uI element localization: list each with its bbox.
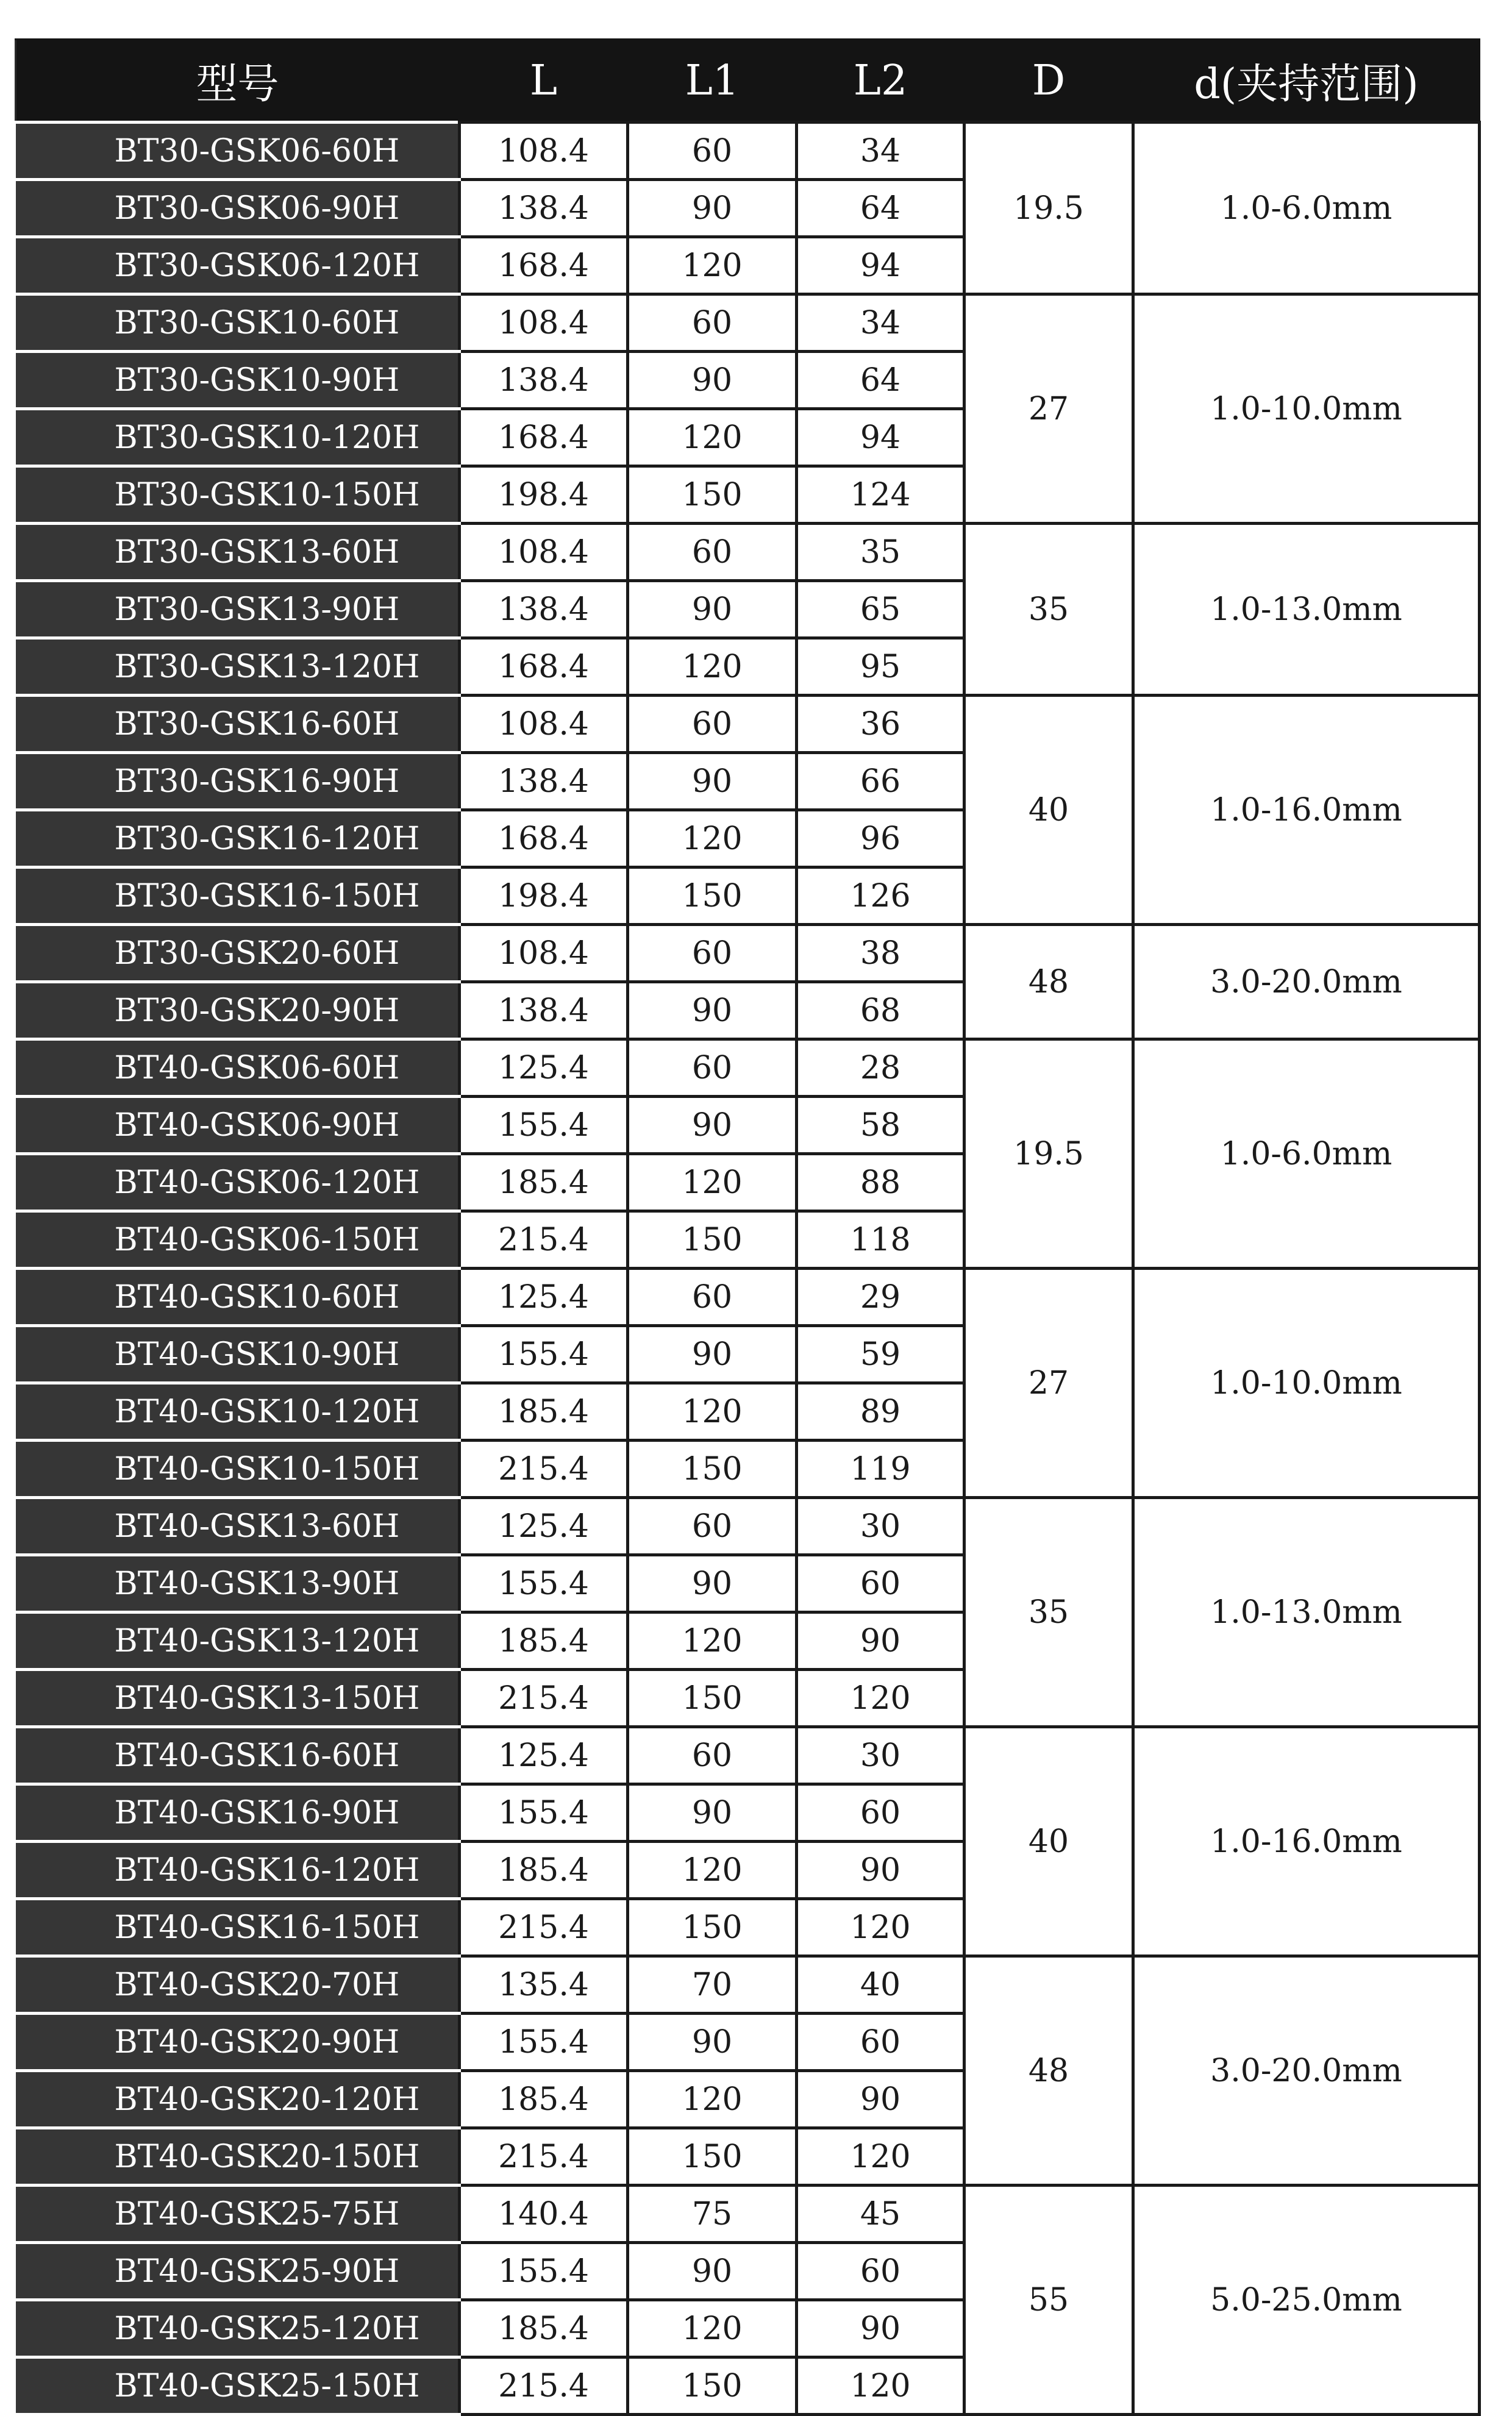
header-L: L (460, 40, 628, 123)
header-clamp-range: d(夹持范围) (1133, 40, 1480, 123)
model-cell: BT40-GSK25-90H (16, 2243, 460, 2300)
length-L1-cell: 150 (628, 1441, 797, 1498)
length-L-cell: 185.4 (460, 1612, 628, 1670)
clamp-range-cell: 1.0-16.0mm (1133, 696, 1480, 925)
length-L1-cell: 90 (628, 1555, 797, 1612)
length-L-cell: 138.4 (460, 180, 628, 237)
length-L2-cell: 45 (797, 2186, 965, 2243)
length-L-cell: 108.4 (460, 294, 628, 352)
table-row (16, 1498, 1480, 1555)
length-L1-cell: 90 (628, 2243, 797, 2300)
table-row (16, 1956, 1480, 2014)
length-L1-cell: 60 (628, 1727, 797, 1784)
model-cell: BT40-GSK25-75H (16, 2186, 460, 2243)
model-cell: BT40-GSK10-90H (16, 1326, 460, 1383)
model-cell: BT40-GSK16-150H (16, 1899, 460, 1956)
clamp-range-cell: 1.0-16.0mm (1133, 1727, 1480, 1956)
length-L-cell: 108.4 (460, 123, 628, 180)
diameter-D-cell: 48 (965, 1956, 1133, 2186)
length-L1-cell: 150 (628, 868, 797, 925)
length-L-cell: 155.4 (460, 1784, 628, 1842)
length-L-cell: 155.4 (460, 2243, 628, 2300)
length-L2-cell: 35 (797, 524, 965, 581)
model-cell: BT30-GSK10-120H (16, 409, 460, 466)
length-L2-cell: 34 (797, 123, 965, 180)
length-L2-cell: 60 (797, 1784, 965, 1842)
model-cell: BT30-GSK13-120H (16, 638, 460, 696)
length-L2-cell: 90 (797, 2300, 965, 2357)
model-cell: BT30-GSK16-120H (16, 810, 460, 868)
length-L1-cell: 60 (628, 1039, 797, 1097)
length-L2-cell: 89 (797, 1383, 965, 1441)
length-L2-cell: 29 (797, 1269, 965, 1326)
clamp-range-cell: 1.0-10.0mm (1133, 294, 1480, 524)
model-cell: BT40-GSK13-60H (16, 1498, 460, 1555)
model-cell: BT30-GSK16-90H (16, 753, 460, 810)
length-L-cell: 108.4 (460, 696, 628, 753)
model-cell: BT40-GSK20-120H (16, 2071, 460, 2128)
length-L-cell: 185.4 (460, 2300, 628, 2357)
length-L1-cell: 150 (628, 1899, 797, 1956)
length-L-cell: 215.4 (460, 2357, 628, 2415)
length-L2-cell: 65 (797, 581, 965, 638)
table-row (16, 1269, 1480, 1326)
table-row (16, 1727, 1480, 1784)
length-L1-cell: 90 (628, 2014, 797, 2071)
spec-table (15, 38, 1481, 2416)
length-L1-cell: 60 (628, 524, 797, 581)
length-L-cell: 125.4 (460, 1498, 628, 1555)
diameter-D-cell: 19.5 (965, 1039, 1133, 1269)
model-cell: BT40-GSK13-150H (16, 1670, 460, 1727)
length-L2-cell: 38 (797, 925, 965, 982)
model-cell: BT40-GSK25-120H (16, 2300, 460, 2357)
clamp-range-cell: 3.0-20.0mm (1133, 1956, 1480, 2186)
length-L1-cell: 120 (628, 2300, 797, 2357)
model-cell: BT30-GSK20-90H (16, 982, 460, 1039)
model-cell: BT30-GSK13-90H (16, 581, 460, 638)
header-L1: L1 (628, 40, 797, 123)
header-D: D (965, 40, 1133, 123)
length-L-cell: 168.4 (460, 409, 628, 466)
length-L1-cell: 90 (628, 352, 797, 409)
length-L-cell: 138.4 (460, 581, 628, 638)
model-cell: BT40-GSK13-120H (16, 1612, 460, 1670)
length-L2-cell: 126 (797, 868, 965, 925)
diameter-D-cell: 27 (965, 1269, 1133, 1498)
length-L1-cell: 60 (628, 123, 797, 180)
length-L2-cell: 34 (797, 294, 965, 352)
length-L-cell: 215.4 (460, 1441, 628, 1498)
length-L1-cell: 120 (628, 1612, 797, 1670)
table-body (16, 123, 1480, 2415)
table-row (16, 524, 1480, 581)
length-L-cell: 215.4 (460, 1670, 628, 1727)
length-L1-cell: 60 (628, 696, 797, 753)
length-L2-cell: 94 (797, 237, 965, 294)
length-L2-cell: 66 (797, 753, 965, 810)
length-L1-cell: 70 (628, 1956, 797, 2014)
length-L1-cell: 90 (628, 180, 797, 237)
model-cell: BT30-GSK06-120H (16, 237, 460, 294)
length-L1-cell: 60 (628, 294, 797, 352)
header-row (16, 40, 1480, 123)
clamp-range-cell: 3.0-20.0mm (1133, 925, 1480, 1039)
model-cell: BT30-GSK16-60H (16, 696, 460, 753)
length-L2-cell: 120 (797, 2357, 965, 2415)
clamp-range-cell: 1.0-6.0mm (1133, 123, 1480, 294)
length-L-cell: 125.4 (460, 1269, 628, 1326)
length-L1-cell: 150 (628, 1670, 797, 1727)
length-L2-cell: 59 (797, 1326, 965, 1383)
model-cell: BT40-GSK20-150H (16, 2128, 460, 2186)
length-L-cell: 138.4 (460, 982, 628, 1039)
length-L1-cell: 90 (628, 1097, 797, 1154)
length-L2-cell: 120 (797, 2128, 965, 2186)
length-L2-cell: 90 (797, 1612, 965, 1670)
length-L2-cell: 60 (797, 2243, 965, 2300)
header-L2: L2 (797, 40, 965, 123)
length-L2-cell: 120 (797, 1899, 965, 1956)
length-L2-cell: 120 (797, 1670, 965, 1727)
length-L-cell: 168.4 (460, 638, 628, 696)
model-cell: BT40-GSK10-120H (16, 1383, 460, 1441)
length-L2-cell: 118 (797, 1211, 965, 1269)
length-L1-cell: 120 (628, 810, 797, 868)
model-cell: BT30-GSK16-150H (16, 868, 460, 925)
table-row (16, 2186, 1480, 2243)
length-L-cell: 108.4 (460, 925, 628, 982)
length-L-cell: 155.4 (460, 2014, 628, 2071)
length-L1-cell: 90 (628, 1784, 797, 1842)
length-L1-cell: 120 (628, 2071, 797, 2128)
model-cell: BT30-GSK13-60H (16, 524, 460, 581)
table-row (16, 925, 1480, 982)
length-L1-cell: 150 (628, 2357, 797, 2415)
diameter-D-cell: 35 (965, 1498, 1133, 1727)
length-L2-cell: 60 (797, 2014, 965, 2071)
length-L1-cell: 150 (628, 2128, 797, 2186)
model-cell: BT40-GSK20-70H (16, 1956, 460, 2014)
length-L2-cell: 64 (797, 180, 965, 237)
clamp-range-cell: 1.0-13.0mm (1133, 1498, 1480, 1727)
length-L1-cell: 120 (628, 1383, 797, 1441)
length-L1-cell: 90 (628, 581, 797, 638)
model-cell: BT40-GSK10-150H (16, 1441, 460, 1498)
model-cell: BT40-GSK06-150H (16, 1211, 460, 1269)
model-cell: BT40-GSK16-90H (16, 1784, 460, 1842)
model-cell: BT40-GSK20-90H (16, 2014, 460, 2071)
length-L-cell: 155.4 (460, 1555, 628, 1612)
table-header (16, 40, 1480, 123)
length-L2-cell: 88 (797, 1154, 965, 1211)
length-L-cell: 185.4 (460, 2071, 628, 2128)
clamp-range-cell: 1.0-10.0mm (1133, 1269, 1480, 1498)
length-L1-cell: 150 (628, 1211, 797, 1269)
table-row (16, 123, 1480, 180)
diameter-D-cell: 35 (965, 524, 1133, 696)
length-L2-cell: 64 (797, 352, 965, 409)
length-L-cell: 215.4 (460, 1211, 628, 1269)
length-L-cell: 138.4 (460, 753, 628, 810)
length-L-cell: 108.4 (460, 524, 628, 581)
length-L-cell: 168.4 (460, 810, 628, 868)
table-row (16, 696, 1480, 753)
length-L1-cell: 90 (628, 982, 797, 1039)
model-cell: BT30-GSK20-60H (16, 925, 460, 982)
diameter-D-cell: 40 (965, 1727, 1133, 1956)
length-L1-cell: 120 (628, 638, 797, 696)
length-L-cell: 185.4 (460, 1383, 628, 1441)
length-L2-cell: 30 (797, 1727, 965, 1784)
length-L-cell: 168.4 (460, 237, 628, 294)
diameter-D-cell: 48 (965, 925, 1133, 1039)
length-L-cell: 215.4 (460, 2128, 628, 2186)
diameter-D-cell: 27 (965, 294, 1133, 524)
model-cell: BT40-GSK16-60H (16, 1727, 460, 1784)
length-L1-cell: 60 (628, 1269, 797, 1326)
length-L2-cell: 96 (797, 810, 965, 868)
clamp-range-cell: 1.0-6.0mm (1133, 1039, 1480, 1269)
length-L-cell: 215.4 (460, 1899, 628, 1956)
clamp-range-cell: 1.0-13.0mm (1133, 524, 1480, 696)
table-row (16, 294, 1480, 352)
length-L1-cell: 75 (628, 2186, 797, 2243)
diameter-D-cell: 55 (965, 2186, 1133, 2415)
length-L1-cell: 90 (628, 753, 797, 810)
length-L2-cell: 60 (797, 1555, 965, 1612)
length-L2-cell: 36 (797, 696, 965, 753)
model-cell: BT30-GSK06-60H (16, 123, 460, 180)
length-L2-cell: 68 (797, 982, 965, 1039)
length-L1-cell: 60 (628, 1498, 797, 1555)
model-cell: BT30-GSK10-150H (16, 466, 460, 524)
model-cell: BT30-GSK10-90H (16, 352, 460, 409)
length-L-cell: 155.4 (460, 1326, 628, 1383)
length-L-cell: 135.4 (460, 1956, 628, 2014)
length-L-cell: 198.4 (460, 466, 628, 524)
model-cell: BT30-GSK10-60H (16, 294, 460, 352)
length-L2-cell: 95 (797, 638, 965, 696)
length-L2-cell: 58 (797, 1097, 965, 1154)
clamp-range-cell: 5.0-25.0mm (1133, 2186, 1480, 2415)
length-L1-cell: 120 (628, 1154, 797, 1211)
length-L1-cell: 90 (628, 1326, 797, 1383)
length-L2-cell: 124 (797, 466, 965, 524)
length-L-cell: 155.4 (460, 1097, 628, 1154)
model-cell: BT30-GSK06-90H (16, 180, 460, 237)
length-L1-cell: 150 (628, 466, 797, 524)
length-L2-cell: 40 (797, 1956, 965, 2014)
length-L-cell: 185.4 (460, 1842, 628, 1899)
length-L2-cell: 119 (797, 1441, 965, 1498)
header-model: 型号 (16, 40, 460, 123)
length-L-cell: 125.4 (460, 1727, 628, 1784)
length-L2-cell: 28 (797, 1039, 965, 1097)
length-L2-cell: 90 (797, 1842, 965, 1899)
length-L1-cell: 120 (628, 409, 797, 466)
length-L-cell: 138.4 (460, 352, 628, 409)
table-row (16, 1039, 1480, 1097)
length-L1-cell: 120 (628, 237, 797, 294)
length-L-cell: 140.4 (460, 2186, 628, 2243)
model-cell: BT40-GSK25-150H (16, 2357, 460, 2415)
length-L2-cell: 94 (797, 409, 965, 466)
length-L-cell: 198.4 (460, 868, 628, 925)
length-L-cell: 185.4 (460, 1154, 628, 1211)
model-cell: BT40-GSK10-60H (16, 1269, 460, 1326)
length-L2-cell: 30 (797, 1498, 965, 1555)
length-L2-cell: 90 (797, 2071, 965, 2128)
diameter-D-cell: 40 (965, 696, 1133, 925)
length-L1-cell: 60 (628, 925, 797, 982)
model-cell: BT40-GSK16-120H (16, 1842, 460, 1899)
model-cell: BT40-GSK06-90H (16, 1097, 460, 1154)
diameter-D-cell: 19.5 (965, 123, 1133, 294)
length-L1-cell: 120 (628, 1842, 797, 1899)
length-L-cell: 125.4 (460, 1039, 628, 1097)
model-cell: BT40-GSK06-60H (16, 1039, 460, 1097)
model-cell: BT40-GSK06-120H (16, 1154, 460, 1211)
model-cell: BT40-GSK13-90H (16, 1555, 460, 1612)
